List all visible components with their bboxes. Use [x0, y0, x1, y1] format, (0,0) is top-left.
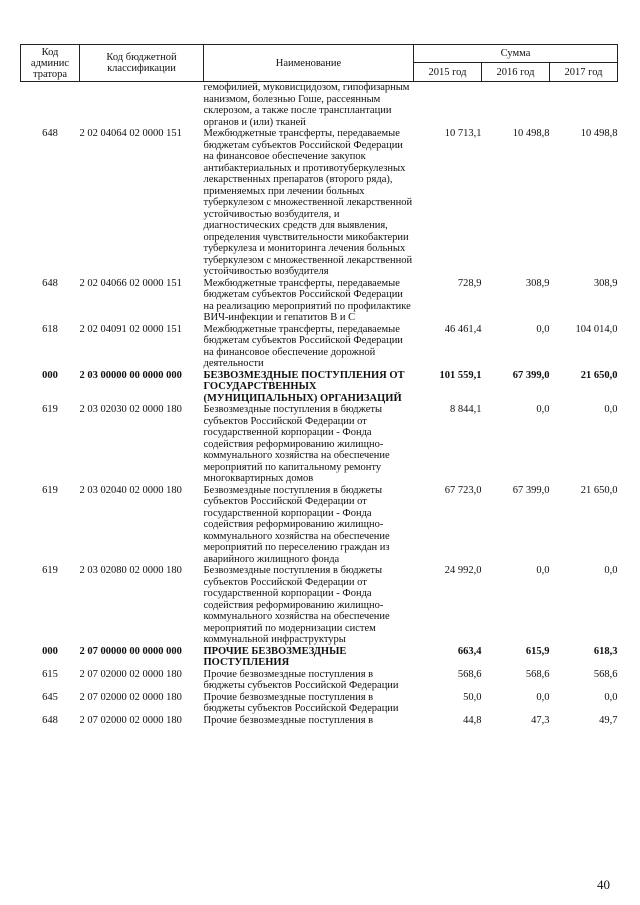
name-cell: Прочие безвозмездные поступления в: [203, 714, 374, 726]
name-cell: Прочие безвозмездные поступления в бюджеты субъектов Российской Федерации: [203, 668, 399, 691]
value-2015-cell: 8 844,1: [450, 404, 482, 415]
classification-code-cell: 2 07 00000 00 0000 000: [79, 645, 182, 657]
value-2017-cell: 568,6: [593, 668, 618, 680]
value-2017-cell: 21 650,0: [580, 369, 618, 381]
value-2015-cell: 50,0: [463, 691, 482, 703]
value-2016-cell: [482, 82, 550, 129]
value-2016-cell: 0,0: [536, 323, 550, 335]
value-2016-cell: 0,0: [536, 565, 550, 576]
table-row: [21, 82, 618, 129]
name-cell: Межбюджетные трансферты, передаваемые бюджетам субъектов Российской Федерации на финансовое обеспечение дорожной деятельности: [203, 323, 403, 369]
value-2017-cell: 0,0: [604, 565, 618, 576]
header-admin-code: Код админис тратора: [21, 45, 80, 82]
value-2017-cell: 10 498,8: [580, 128, 618, 139]
classification-code-cell: 2 03 02080 02 0000 180: [79, 565, 182, 576]
value-2016-cell: 308,9: [525, 277, 550, 289]
name-cell: Безвозмездные поступления в бюджеты субъектов Российской Федерации от государственной корпорации - Фонда содействия реформированию жилищно-коммунального хозяйства на обеспечение мероприятий по капитальному ремонту многоквартирных домов: [203, 404, 390, 484]
admin-code-cell: 648: [42, 714, 58, 726]
name-cell: БЕЗВОЗМЕЗДНЫЕ ПОСТУПЛЕНИЯ ОТ ГОСУДАРСТВЕННЫХ (МУНИЦИПАЛЬНЫХ) ОРГАНИЗАЦИЙ: [203, 369, 405, 404]
value-2017-cell: 49,7: [599, 714, 618, 726]
classification-code-cell: 2 02 04091 02 0000 151: [79, 323, 182, 335]
value-2015-cell: 101 559,1: [439, 369, 482, 381]
value-2015-cell: 46 461,4: [444, 323, 482, 335]
header-year-2015: 2015 год: [414, 63, 482, 82]
value-2017-cell: 21 650,0: [580, 484, 618, 496]
admin-code-cell: 000: [42, 369, 58, 381]
classification-code-cell: 2 07 02000 02 0000 180: [79, 668, 182, 680]
table-row: [21, 692, 618, 715]
value-2016-cell: 47,3: [531, 714, 550, 726]
value-2015-cell: 663,4: [457, 645, 482, 657]
classification-code-cell: 2 03 02030 02 0000 180: [79, 404, 182, 415]
value-2017-cell: 104 014,0: [575, 323, 618, 335]
table-row: [21, 669, 618, 692]
value-2015-cell: 44,8: [463, 714, 482, 726]
table-row: [21, 128, 618, 278]
admin-code-cell: 648: [42, 277, 58, 289]
classification-code-cell: [80, 82, 204, 129]
name-cell: Безвозмездные поступления в бюджеты субъектов Российской Федерации от государственной корпорации - Фонда содействия реформированию жилищно-коммунального хозяйства на обеспечение мероприятий по переселению граждан из аварийного жилищного фонда: [203, 484, 390, 565]
value-2017-cell: 0,0: [604, 404, 618, 415]
value-2015-cell: 67 723,0: [444, 484, 482, 496]
admin-code-cell: 618: [42, 323, 58, 335]
table-row: [21, 565, 618, 646]
classification-code-cell: 2 03 00000 00 0000 000: [79, 369, 182, 381]
name-cell: Прочие безвозмездные поступления в бюджеты субъектов Российской Федерации: [203, 691, 399, 714]
classification-code-cell: 2 03 02040 02 0000 180: [79, 484, 182, 496]
table-row: [21, 404, 618, 485]
table-header: [21, 45, 618, 82]
value-2016-cell: 10 498,8: [512, 128, 550, 139]
table-row: [21, 485, 618, 566]
admin-code-cell: 619: [42, 404, 58, 415]
name-cell: ПРОЧИЕ БЕЗВОЗМЕЗДНЫЕ ПОСТУПЛЕНИЯ: [203, 645, 347, 668]
header-class-code: Код бюджетной классификации: [80, 45, 204, 82]
value-2017-cell: 0,0: [604, 691, 618, 703]
header-year-2017: 2017 год: [550, 63, 618, 82]
table-row: [21, 324, 618, 370]
value-2015-cell: 24 992,0: [444, 565, 482, 576]
header-year-2016: 2016 год: [482, 63, 550, 82]
admin-code-cell: 000: [42, 645, 58, 657]
classification-code-cell: 2 02 04066 02 0000 151: [79, 277, 182, 289]
admin-code-cell: 619: [42, 484, 58, 496]
admin-code-cell: 619: [42, 565, 58, 576]
value-2016-cell: 0,0: [536, 691, 550, 703]
classification-code-cell: 2 07 02000 02 0000 180: [79, 714, 182, 726]
classification-code-cell: 2 02 04064 02 0000 151: [79, 128, 182, 139]
name-cell: гемофилией, муковисцидозом, гипофизарным нанизмом, болезнью Гоше, рассеянным склерозом, а также после трансплантации органов и (или) тканей: [203, 82, 410, 128]
admin-code-cell: [21, 82, 80, 129]
value-2016-cell: 615,9: [525, 645, 550, 657]
admin-code-cell: 615: [42, 668, 58, 680]
page-number: 40: [597, 877, 610, 892]
value-2017-cell: 618,3: [593, 645, 618, 657]
value-2016-cell: 67 399,0: [512, 369, 550, 381]
value-2017-cell: 308,9: [593, 277, 618, 289]
table-row: [21, 370, 618, 405]
value-2016-cell: 568,6: [525, 668, 550, 680]
table-row: [21, 646, 618, 669]
name-cell: Межбюджетные трансферты, передаваемые бюджетам субъектов Российской Федерации на реализацию мероприятий по профилактике ВИЧ-инфекции и гепатитов В и С: [203, 277, 411, 323]
value-2017-cell: [550, 82, 618, 129]
value-2016-cell: 0,0: [536, 404, 550, 415]
value-2015-cell: 568,6: [457, 668, 482, 680]
admin-code-cell: 648: [42, 128, 58, 139]
value-2015-cell: [414, 82, 482, 129]
table-row: [21, 278, 618, 324]
classification-code-cell: 2 07 02000 02 0000 180: [79, 691, 182, 703]
value-2015-cell: 10 713,1: [444, 128, 482, 139]
admin-code-cell: 645: [42, 691, 58, 703]
budget-table: [20, 44, 618, 726]
table-body: [21, 82, 618, 727]
value-2016-cell: 67 399,0: [512, 484, 550, 496]
value-2015-cell: 728,9: [457, 277, 482, 289]
name-cell: Безвозмездные поступления в бюджеты субъектов Российской Федерации от государственной корпорации - Фонда содействия реформированию жилищно-коммунального хозяйства на обеспечение мероприятий по модернизации систем коммунальной инфраструктуры: [203, 565, 390, 645]
header-name: Наименование: [204, 45, 414, 82]
header-sum: Сумма: [414, 45, 618, 63]
table-row: [21, 715, 618, 727]
name-cell: Межбюджетные трансферты, передаваемые бюджетам субъектов Российской Федерации на финансовое обеспечение закупок антибактериальных и противотуберкулезных лекарственных препаратов (второго ряда), применяемых при лечении больных туберкулезом с множественной лекарственной устойчивостью возбудителя, и диагностических средств для выявления, определения чувствительности микобактерии туберкулеза и мониторинга лечения больных туберкулезом с множественной лекарственной устойчивостью возбудителя: [203, 128, 413, 277]
